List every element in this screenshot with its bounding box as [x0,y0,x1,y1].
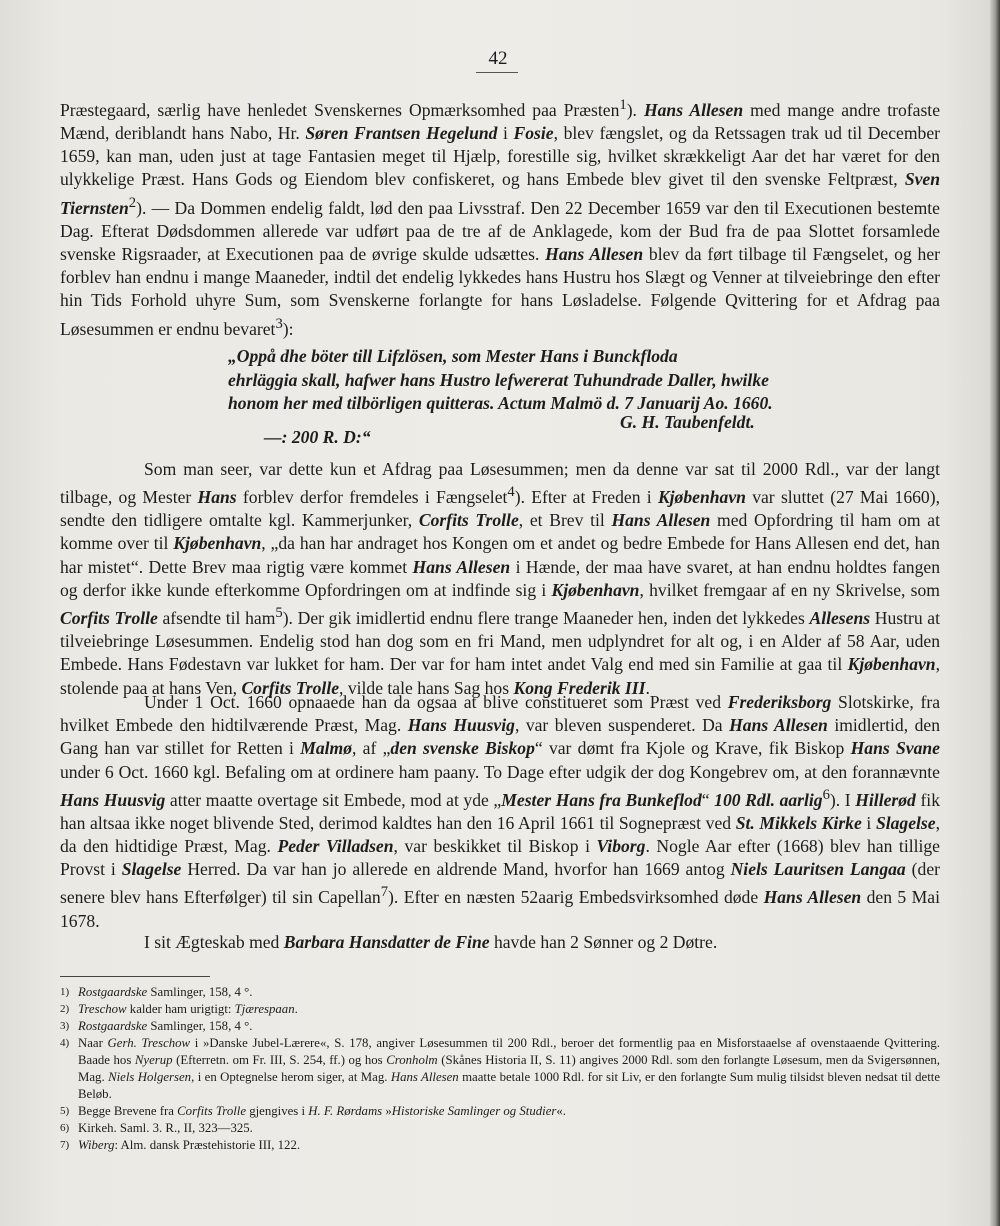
text-run: , da den hidtidige Præst, Mag. [60,812,940,857]
person-name: Hans Huusvig [407,715,515,736]
footnote-italic: Niels Holgersen [108,1070,192,1084]
footnote-text: Begge Brevene fra [78,1104,178,1118]
text-run: , af „ [352,738,391,759]
footnote-italic: Tjærespaan [234,1002,295,1016]
text-run: i Hænde, der maa have svaret, at han endnu holdtes fangen og derfor ikke kunde efterkomme Opfordringen om at indfinde sig i [60,556,941,600]
person-name: Hans Allesen [763,887,862,908]
quote-amount: —: 200 R. D:“ [264,427,371,447]
place-name: Viborg [596,836,646,857]
text-run: , var bleven suspenderet. Da [514,715,730,736]
person-name: Niels Lauritsen Langaa [730,859,906,880]
footnote-ref: 7 [380,884,389,901]
text-run: Hustru at tilveiebringe Løsesummen. Endelig stod han dog som en fri Mand, men udplyndret for alt og, i en Alder af 58 Aar, uden Embede. Hans Fødestavn var lukket for ham. Der var for ham intet andet Valg end med sin Familie at gaa til [60,607,940,675]
text-run: forblev derfor fremdeles i Fængselet [236,487,508,508]
person-name: Peder Villadsen [277,836,394,857]
paragraph-1 [60,94,940,341]
person-name: Hans Allesen [611,510,711,531]
place-name: Kjøbenhavn [657,487,746,508]
text-run: ): [282,318,294,339]
text-run: Slotskirke, fra hvilket Embede den hidtilværende Præst, Mag. [60,692,941,736]
footnote-italic: Hans Allesen [390,1070,459,1084]
footnote-text: : Alm. dansk Præstehistorie III, 122. [114,1138,301,1152]
text-run: Under 1 Oct. 1660 opnaaede han da ogsaa at blive constitueret som Præst ved [144,692,728,712]
footnote-rule [60,976,210,977]
text-run: I sit Ægteskab med [144,932,284,952]
footnote-mark: 1) [60,986,70,998]
text-run: “ [701,789,715,810]
text-run: . [645,677,650,698]
text-run: blev da ført tilbage til Fængselet, og her forblev han endnu i mange Maaneder, indtil det endelig lykkedes hans Hustru hos Slægt og Venner at tilveiebringe den efter hin Tids Forhold uhyre Sum, som Svenskerne forlangte for hans Løsladelse. Følgende Qvittering for et Afdrag paa Løsesummen er endnu bevaret [60,243,940,339]
footnote-italic: Rostgaardske [78,985,148,999]
footnote-text: (Skånes Historia II, S. 11) angives 2000 Rdl. som den forlangte Løsesum, men da Svigersønnen, Mag. [78,1053,941,1084]
footnote-italic: Nyerup [134,1053,173,1067]
text-run: atter maatte overtage sit Embede, mod at yde „ [165,789,502,810]
footnote [60,1120,940,1137]
paragraph-2 [60,458,940,700]
footnote-text: gjengives i [246,1104,309,1118]
person-name: Hans Allesen [545,243,644,264]
footnote-mark: 4) [60,1037,70,1049]
text-run: afsendte til ham [157,607,276,628]
person-name: Corfits Trolle [241,677,340,698]
person-name: Hans Allesen [643,99,744,120]
person-name: Hans Svane [850,738,940,759]
footnote-mark: 7) [60,1139,70,1151]
footnote-italic: Cronholm [386,1053,438,1067]
text-run: . Nogle Aar efter (1668) blev han tillige Provst i [60,836,940,880]
text-run: “ var dømt fra Kjole og Krave, fik Biskop [534,738,851,759]
footnote-text: i »Danske Jubel-Lærere«, S. 178, angiver Løsesummen til 200 Rdl., beroer det formentlig paa en Misforstaaelse af ovenstaaende Qvittering. Baade hos [78,1036,940,1067]
place-name: St. Mikkels Kirke [735,812,862,833]
footnote-text: Samlinger, 158, 4 °. [147,1019,253,1033]
paragraph-3 [60,691,940,933]
footnote-ref: 1 [619,97,627,113]
footnote-text: (Efterretn. om Fr. III, S. 254, ff.) og hos [172,1053,387,1067]
footnotes [60,984,940,1154]
person-name: Corfits Trolle [60,607,158,628]
place-name: Kjøbenhavn [847,654,936,675]
footnote-italic: Rostgaardske [78,1019,148,1033]
text-run: ). Der gik imidlertid endnu flere trange Maaneder hen, inden det lykkedes [282,607,810,628]
footnote-italic: H. F. Rørdams [308,1104,383,1118]
person-name: Hans [197,487,237,508]
footnote-ref: 2 [128,194,137,211]
place-name: Slagelse [875,812,936,833]
footnote [60,1018,940,1035]
person-name: Barbara Hansdatter de Fine [283,932,490,952]
quoted-amount: 100 Rdl. aarlig [714,789,823,810]
person-name: Allesens [809,607,871,628]
person-name: Kong Frederik III [513,677,646,698]
text-run: havde han 2 Sønner og 2 Døtre. [489,932,718,952]
footnote-italic: Gerh. Treschow [107,1036,191,1050]
text-run: ). — Da Dommen endelig faldt, lød den paa Livsstraf. Den 22 December 1659 var den til Executionen bestemte Dag. Efterat Dødsdommen allerede var udført paa de tre af de Anklagede, kom der Bud fra de paa Slottet forsamlede svenske Rigsraader, at Executionen paa de øvrige skulde udsættes. [60,197,940,264]
footnote [60,1035,940,1103]
place-name: Slagelse [121,859,182,880]
footnote-text: Naar [78,1036,108,1050]
quote-line: ehrläggia skall, hafwer hans Hustro lefwererat Tuhundrade Daller, hwilke [228,369,769,390]
quoted-name: Mester Hans fra Bunkeflod [501,789,702,810]
person-name: Hans Huusvig [60,789,166,810]
footnote-text: maatte betale 1000 Rdl. for sit Liv, er den forlangte Sum mulig tilsidst bleven nedsat til dette Beløb. [78,1070,941,1101]
footnote-mark: 6) [60,1122,70,1134]
person-name: Corfits Trolle [418,510,519,531]
page-number: 42 [488,48,508,69]
footnote-ref: 3 [275,315,283,332]
quittance-quote [228,345,868,416]
person-name: Sven Tiernsten [60,169,940,218]
footnote [60,984,940,1001]
footnote-mark: 5) [60,1105,70,1117]
text-run: , stolende paa at hans Ven, [60,654,940,698]
footnote-ref: 4 [507,484,515,501]
page-edge-shadow [990,0,1000,1226]
text-run: var sluttet (27 Mai 1660), sendte den tidligere omtalte kgl. Kammerjunker, [60,487,940,531]
text-run: Herred. Da var han jo allerede en aldrende Mand, hvorfor han 1669 antog [181,859,731,880]
footnote-italic: Historiske Samlinger og Studier [391,1104,557,1118]
text-run: imidlertid, den Gang han var stillet for Retten i [60,715,940,759]
footnote-italic: Treschow [78,1002,127,1016]
place-name: Fosie [513,123,554,144]
text-run: , vilde tale hans Sag hos [339,677,514,698]
footnote-ref: 6 [822,786,830,803]
text-run: , hvilket fremgaar af en ny Skrivelse, som [639,579,940,600]
text-run: , var beskikket til Biskop i [393,836,597,857]
text-run: under 6 Oct. 1660 kgl. Befaling om at ordinere ham paany. To Dage efter udgik der dog Kongebrev om, at den forannævnte [60,761,940,782]
text-run: den 5 Mai 1678. [60,887,940,931]
footnote [60,1137,940,1154]
person-name: Hans Allesen [412,556,511,577]
paragraph-4 [60,931,940,954]
place-name: Kjøbenhavn [173,533,262,554]
footnote [60,1001,940,1018]
text-run: i [861,812,876,833]
person-name: Hans Allesen [729,715,828,736]
text-run: , blev fængslet, og da Retssagen trak ud til December 1659, kan man, uden just at tage Fantasien meget til Hjælp, forestille sig, hvilket skrækkeligt Aar det har været for den ulykkelige Præst. Hans Gods og Eiendom blev confiskeret, og hans Embede blev givet til den svenske Feltpræst, [60,123,940,190]
quote-line: „Oppå dhe böter till Lifzlösen, som Mester Hans i Bunckfloda [228,346,678,366]
text-run: (der senere blev hans Efterfølger) til sin Capellan [60,859,940,908]
text-run: ). I [829,789,856,810]
footnote-ref: 5 [275,605,283,622]
quote-line: honom her med tilbörligen quitteras. Actum Malmö d. 7 Januarij Ao. 1660. [228,393,773,413]
text-run: Som man seer, var dette kun et Afdrag paa Løsesummen; men da denne var sat til 2000 Rdl., var der langt tilbage, og Mester [60,459,940,508]
page-number-rule [476,72,518,73]
footnote-text: » [382,1104,392,1118]
place-name: Malmø [300,738,353,759]
place-name: Hillerød [855,789,916,810]
text-run: med mange andre trofaste Mænd, deriblandt hans Nabo, Hr. [60,99,941,144]
place-name: Frederiksborg [727,692,832,712]
text-run: Præstegaard, særlig have henledet Svenskernes Opmærksomhed paa Præsten [60,99,620,120]
footnote-text: . [294,1002,298,1016]
text-run: ). [626,99,644,120]
footnote [60,1103,940,1120]
quoted-name: den svenske Biskop [390,738,535,759]
footnote-text: , i en Optegnelse herom siger, at Mag. [191,1070,391,1084]
text-run: , „da han har andraget hos Kongen om et andet og bedre Embede for Hans Allesen end det, han har mistet“. Dette Brev maa rigtig være kommet [60,533,940,577]
place-name: Kjøbenhavn [551,579,640,600]
text-run: i [497,123,514,144]
text-run: ). Efter at Freden i [514,487,658,508]
footnote-italic: Corfits Trolle [177,1104,247,1118]
footnote-mark: 3) [60,1020,70,1032]
footnote-text: Samlinger, 158, 4 °. [147,985,253,999]
footnote-text: Kirkeh. Saml. 3. R., II, 323—325. [78,1121,253,1135]
quote-signature: G. H. Taubenfeldt. [620,412,755,432]
footnote-text: kalder ham urigtigt: [126,1002,235,1016]
footnote-italic: Wiberg [78,1138,115,1152]
text-run: med Opfordring til ham om at komme over til [60,510,940,554]
footnote-text: «. [556,1104,566,1118]
text-run: fik han altsaa ikke noget blivende Sted, derimod kaldtes han den 16 April 1661 til Sognepræst ved [60,789,940,833]
person-name: Søren Frantsen Hegelund [305,123,498,144]
text-run: ). Efter en næsten 52aarig Embedsvirksomhed døde [388,887,764,908]
text-run: , et Brev til [518,510,612,531]
footnote-mark: 2) [60,1003,70,1015]
